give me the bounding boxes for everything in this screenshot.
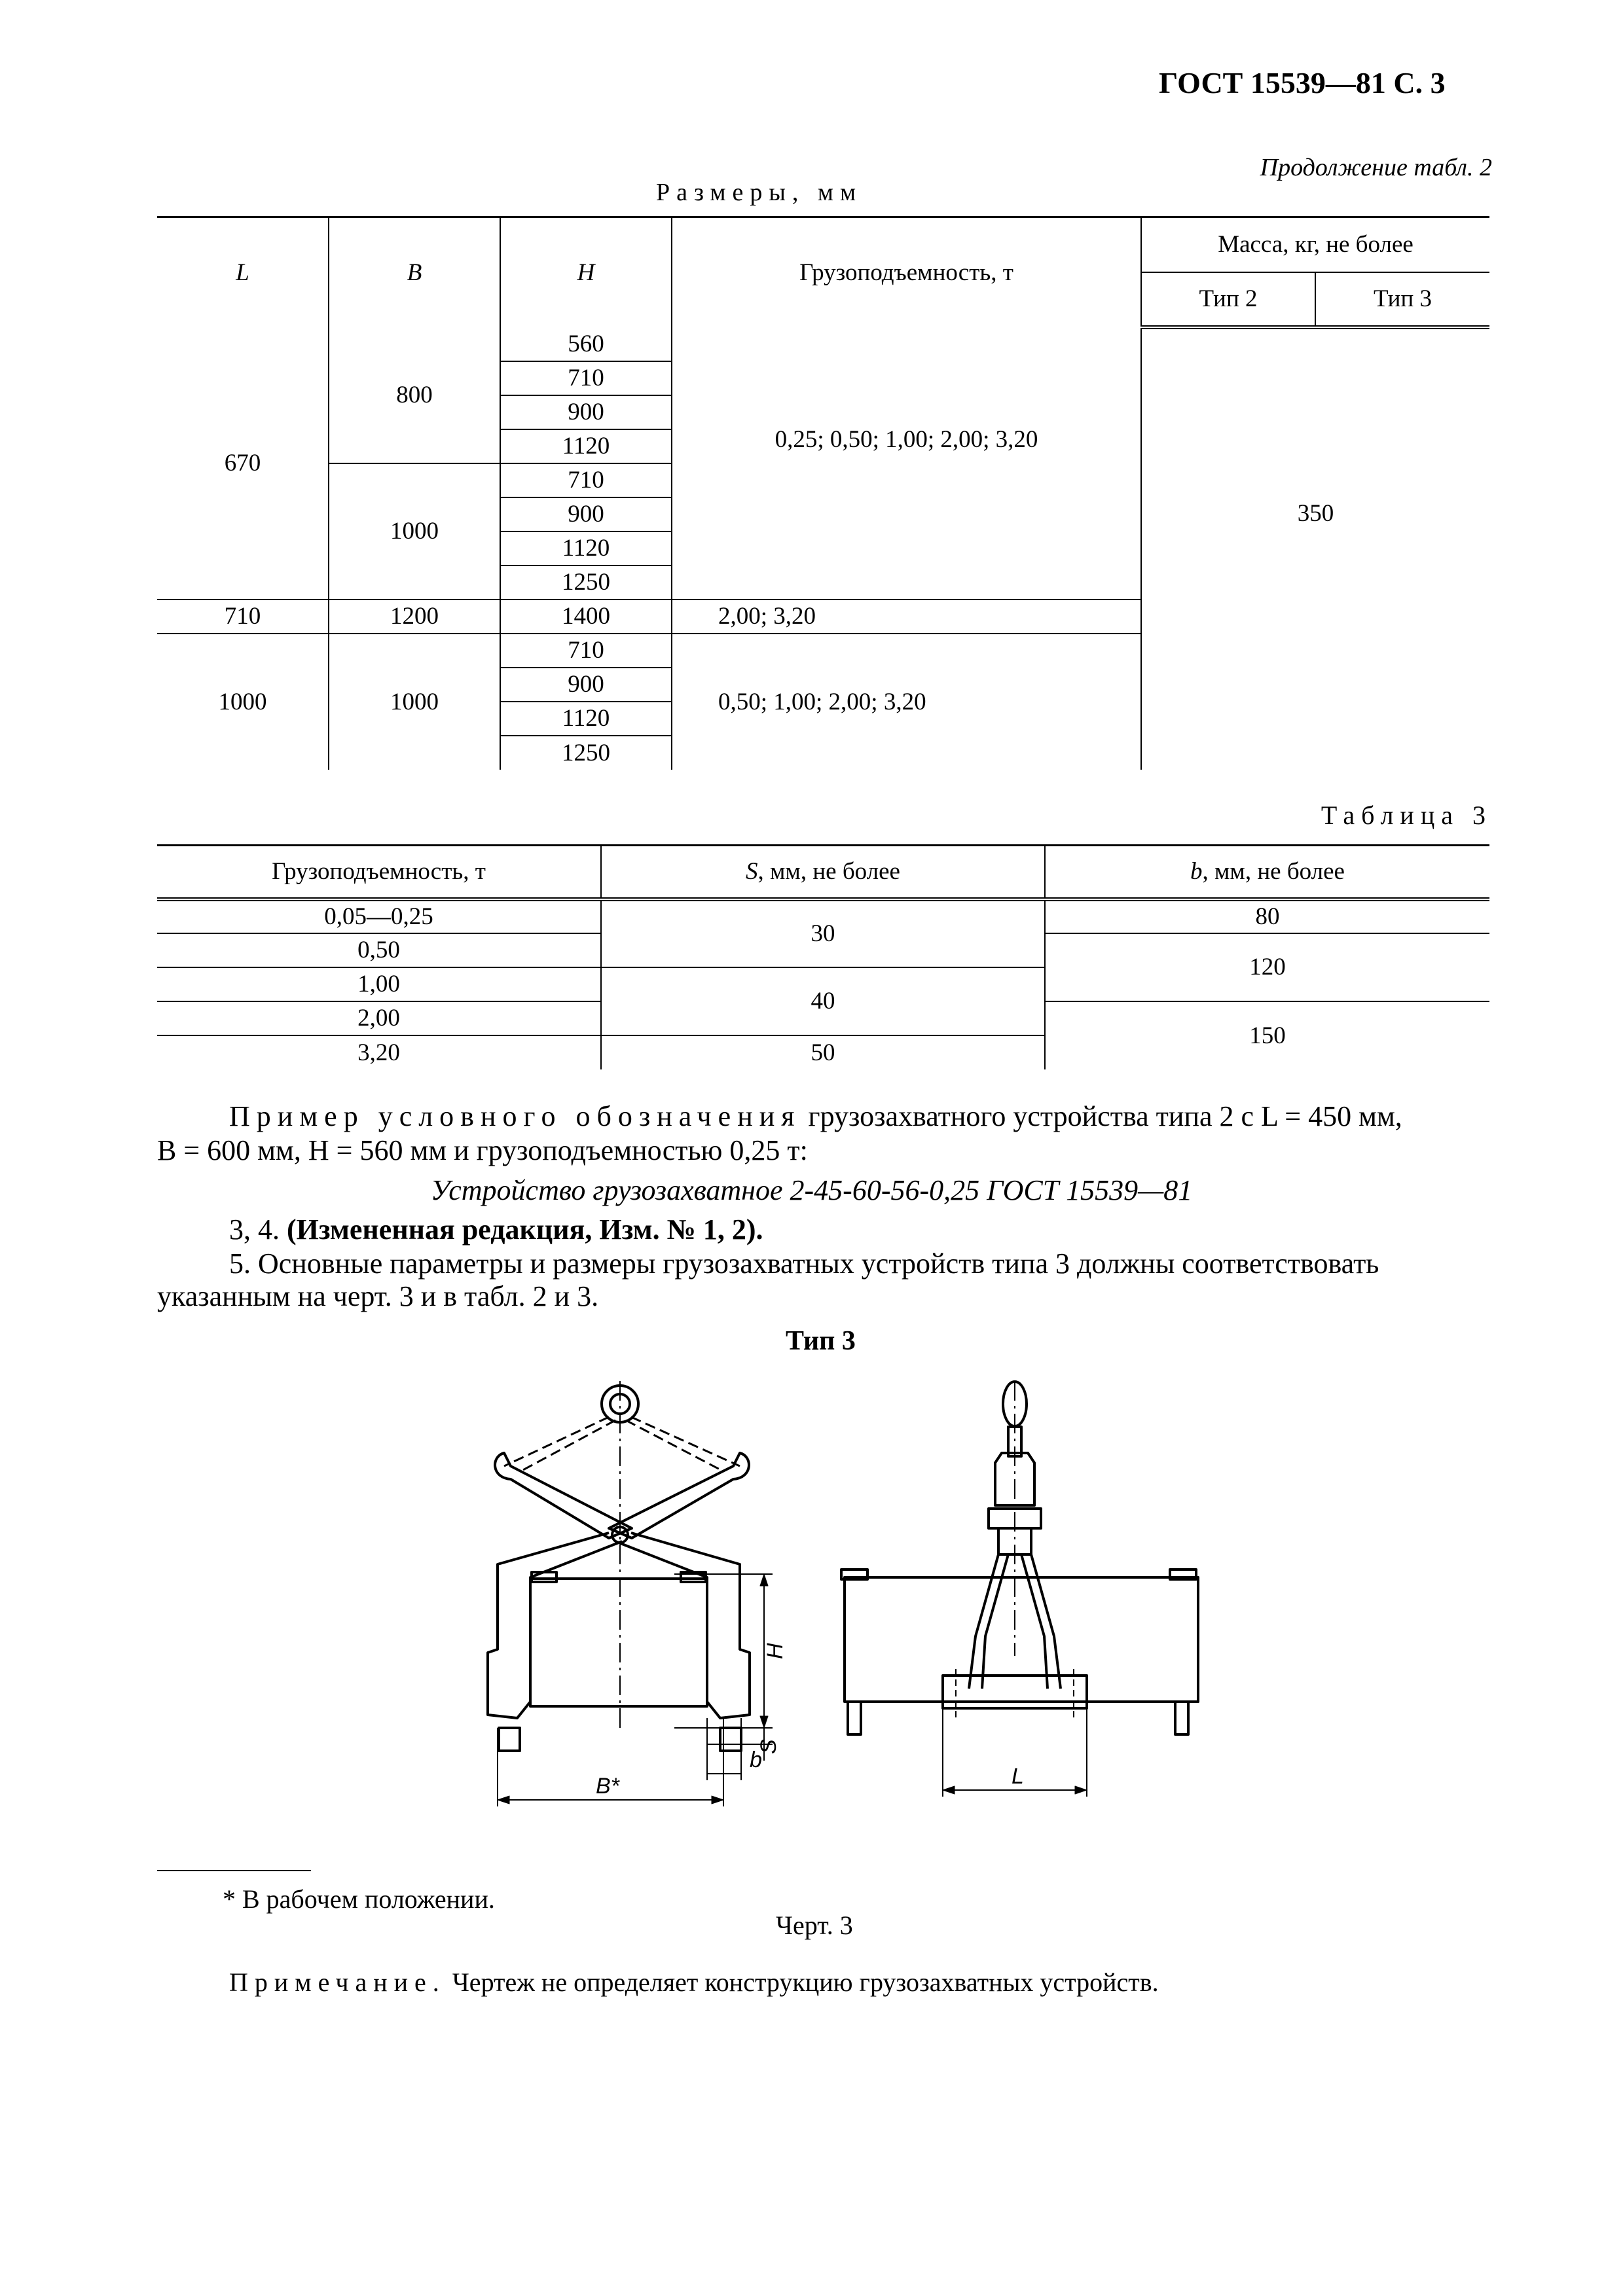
cell-H: 560 [500, 327, 672, 361]
label-S: S [756, 1739, 781, 1754]
cell-s: 50 [601, 1035, 1045, 1069]
col-header-L: L [157, 217, 329, 327]
cell-H: 900 [500, 497, 672, 531]
tongs-front-view [488, 1381, 773, 1806]
edition-paragraph [157, 1213, 1489, 1247]
cell-B: 1200 [329, 600, 500, 634]
cell-b: 120 [1045, 933, 1489, 1001]
figure-title: Тип 3 [786, 1326, 856, 1356]
cell-H: 1400 [500, 600, 672, 634]
designation: Устройство грузозахватное 2-45-60-56-0,25 ГОСТ 15539—81 [430, 1174, 1193, 1206]
note [229, 1967, 1159, 1998]
cell-b: 80 [1045, 899, 1489, 933]
label-B: B* [596, 1774, 619, 1799]
cell-H: 710 [500, 361, 672, 395]
cell-mass [1141, 327, 1489, 770]
b-symbol: b [1190, 858, 1203, 886]
label-H: H [763, 1643, 788, 1659]
example-rest: грузозахватного устройства типа 2 с L = 450 мм, [801, 1100, 1402, 1132]
cell-capacity: 0,50 [157, 933, 601, 967]
cell-H: 710 [500, 463, 672, 497]
mass-text: 350 [1297, 499, 1334, 527]
table3 [157, 844, 1489, 1069]
note-lead: Примечание. [229, 1967, 446, 1997]
cell-H: 1250 [562, 739, 610, 766]
load-box-side [845, 1577, 1198, 1702]
cell-s: 30 [601, 899, 1045, 967]
item5-line1: 5. Основные параметры и размеры грузозахватных устройств типа 3 должны соответствовать [229, 1247, 1379, 1280]
cell-capacity: 3,20 [157, 1035, 601, 1069]
cell-s: 40 [601, 967, 1045, 1035]
edition-note: (Измененная редакция, Изм. № 1, 2). [287, 1213, 763, 1246]
s-symbol: S [746, 858, 758, 886]
load-box [530, 1579, 707, 1706]
cell-B: 1000 [329, 463, 500, 600]
figure-type3-drawing [458, 1361, 1211, 1859]
cell-H: 900 [500, 668, 672, 702]
col-header-s: S, мм, не более [601, 846, 1045, 899]
note-rest: Чертеж не определяет конструкцию грузозахватных устройств. [445, 1967, 1159, 1997]
label-b: b [750, 1748, 762, 1772]
figure-caption: Черт. 3 [776, 1910, 853, 1940]
col-header-b: b, мм, не более [1045, 846, 1489, 899]
cell-capacity: 2,00 [157, 1001, 601, 1035]
cell-capacity: 0,50; 1,00; 2,00; 3,20 [672, 634, 1141, 770]
col-header-capacity: Грузоподъемность, т [157, 846, 601, 899]
cell-H: 710 [500, 634, 672, 668]
col-header-B: B [329, 217, 500, 327]
edition-number: 3, 4. [229, 1213, 287, 1246]
example-paragraph [157, 1100, 1489, 1134]
footnote: * В рабочем положении. [223, 1884, 495, 1914]
table2 [157, 216, 1489, 770]
cell-H: 1120 [500, 702, 672, 736]
cell-B: 800 [329, 327, 500, 463]
tongs-side-view [841, 1381, 1198, 1797]
cell-L: 670 [157, 327, 329, 600]
item5-line2: указанным на черт. 3 и в табл. 2 и 3. [157, 1280, 599, 1312]
col-header-H: H [500, 217, 672, 327]
cell-H: 1120 [500, 531, 672, 565]
footnote-divider [157, 1870, 311, 1871]
cell-capacity: 2,00; 3,20 [672, 600, 1141, 634]
cell-b: 150 [1045, 1001, 1489, 1069]
label-L: L [1012, 1764, 1024, 1789]
table3-caption: Таблица 3 [1321, 800, 1492, 830]
cell-capacity: 0,05—0,25 [157, 899, 601, 933]
table2-continuation-label: Продолжение табл. 2 [1260, 154, 1492, 181]
col-header-mass: Масса, кг, не более [1141, 217, 1489, 272]
example-lead: Пример условного обозначения [229, 1100, 801, 1132]
example-line2: B = 600 мм, H = 560 мм и грузоподъемностью 0,25 т: [157, 1134, 808, 1166]
cell-B: 1000 [329, 634, 500, 770]
cell-H: 1250 [500, 565, 672, 600]
cell-H: 900 [500, 395, 672, 429]
cell-capacity: 1,00 [157, 967, 601, 1001]
table-row [157, 327, 1489, 361]
cell-L: 710 [157, 600, 329, 634]
table-row [157, 899, 1489, 933]
col-header-capacity: Грузоподъемность, т [672, 217, 1141, 327]
capacity-text: 0,25; 0,50; 1,00; 2,00; 3,20 [775, 425, 1038, 453]
page-header: ГОСТ 15539—81 С. 3 [1159, 66, 1446, 99]
cell-L: 1000 [157, 634, 329, 770]
col-header-type3: Тип 3 [1315, 272, 1489, 327]
cell-H: 1120 [500, 429, 672, 463]
table2-caption: Размеры, мм [655, 179, 862, 206]
col-header-type2: Тип 2 [1141, 272, 1315, 327]
cell-capacity [672, 327, 1141, 600]
